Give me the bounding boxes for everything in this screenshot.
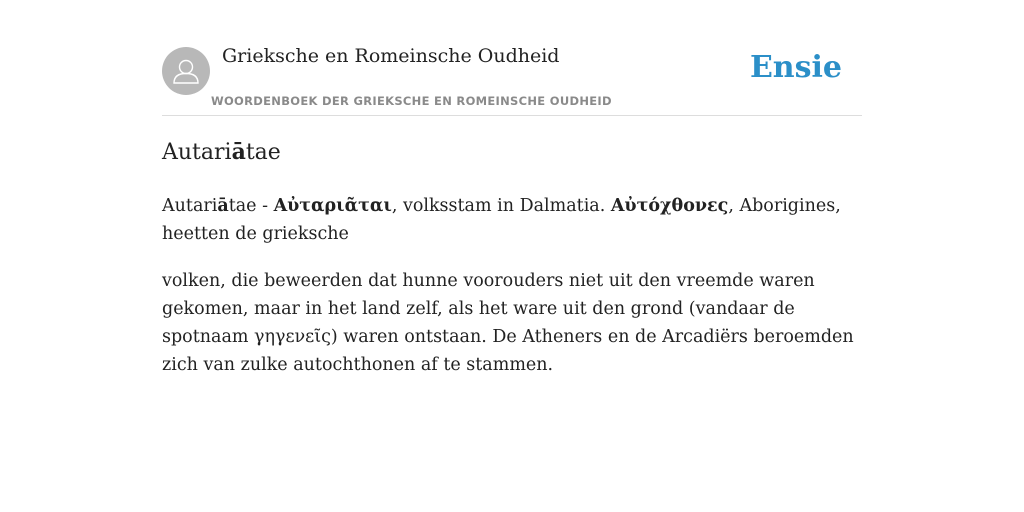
term-accent: ā [217, 196, 229, 216]
greek-term-1: Αὐταριᾶται [273, 196, 392, 216]
greek-term-2: Αὐτόχθονες [610, 196, 729, 216]
entry-paragraph-2: volken, die beweerden dat hunne voorouders niet uit den vreemde waren gekomen, maar in het land zelf, als het ware uit den grond (vandaar de spotnaam γηγενεῖς) waren ontstaan. De Atheners en de Arcadiërs beroemden zich van zulke autochthonen af te stammen. [162, 271, 854, 375]
term-suffix: tae - [228, 196, 274, 216]
entry-paragraph-1 [162, 192, 862, 248]
definition-text-2: , Aborigines, heetten de grieksche [162, 196, 841, 244]
entry-title-accent: ā [231, 139, 246, 165]
brand-logo[interactable]: Ensie [749, 50, 842, 85]
site-title[interactable]: Grieksche en Romeinsche Oudheid [222, 45, 560, 67]
site-header [162, 0, 862, 116]
page-container [162, 0, 862, 375]
term-prefix: Autari [162, 196, 218, 216]
site-subtitle: WOORDENBOEK DER GRIEKSCHE EN ROMEINSCHE OUDHEID [211, 94, 612, 108]
entry-title-suffix: tae [245, 140, 281, 165]
user-icon[interactable] [162, 47, 210, 95]
entry-title [162, 139, 281, 165]
entry-title-prefix: Autari [162, 140, 232, 165]
definition-text-1: , volksstam in Dalmatia. [391, 196, 611, 216]
